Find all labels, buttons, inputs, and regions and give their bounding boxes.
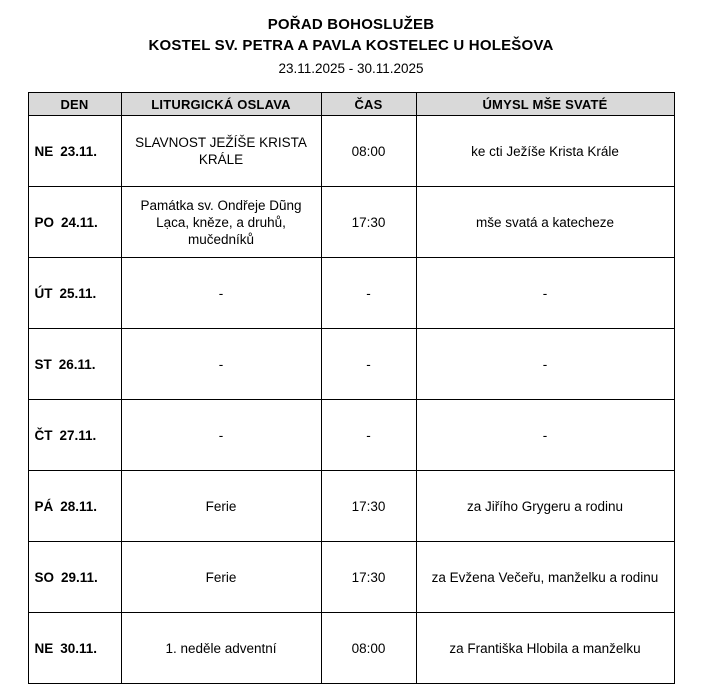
day-date: 24.11. — [61, 214, 98, 230]
column-header-cas: ČAS — [321, 93, 416, 116]
row-liturgy: 1. neděle adventní — [121, 613, 321, 684]
row-intention: - — [416, 400, 674, 471]
row-time: 17:30 — [321, 187, 416, 258]
row-intention: za Františka Hlobila a manželku — [416, 613, 674, 684]
row-intention: za Evžena Večeřu, manželku a rodinu — [416, 542, 674, 613]
row-time: - — [321, 258, 416, 329]
day-name: ČT — [34, 427, 53, 443]
row-day — [28, 542, 121, 613]
title-line-1: POŘAD BOHOSLUŽEB — [267, 16, 435, 33]
row-day — [28, 187, 121, 258]
row-day — [28, 613, 121, 684]
row-intention: - — [416, 329, 674, 400]
row-day — [28, 329, 121, 400]
day-name: ST — [34, 356, 52, 372]
mass-schedule-table — [28, 92, 675, 684]
table-row — [28, 116, 674, 187]
day-date: 27.11. — [59, 427, 97, 443]
row-day — [28, 258, 121, 329]
day-name: PO — [34, 214, 55, 230]
row-liturgy: SLAVNOST JEŽÍŠE KRISTA KRÁLE — [121, 116, 321, 187]
row-intention: za Jiřího Grygeru a rodinu — [416, 471, 674, 542]
day-name: NE — [34, 640, 54, 656]
row-time: - — [321, 329, 416, 400]
row-time: 17:30 — [321, 542, 416, 613]
document-header — [0, 0, 702, 79]
column-header-den: DEN — [28, 93, 121, 116]
day-date: 25.11. — [59, 285, 97, 301]
row-time: 08:00 — [321, 613, 416, 684]
table-row — [28, 329, 674, 400]
row-liturgy: Památka sv. Ondřeje Dũng Lạca, kněze, a druhů, mučedníků — [121, 187, 321, 258]
table-row — [28, 471, 674, 542]
table-row — [28, 613, 674, 684]
date-range: 23.11.2025 - 30.11.2025 — [278, 61, 424, 76]
row-time: - — [321, 400, 416, 471]
table-header-row — [28, 93, 674, 116]
row-liturgy: - — [121, 329, 321, 400]
row-liturgy: - — [121, 400, 321, 471]
day-name: PÁ — [34, 498, 54, 514]
row-day — [28, 471, 121, 542]
row-liturgy: Ferie — [121, 471, 321, 542]
row-intention: ke cti Ježíše Krista Krále — [416, 116, 674, 187]
day-date: 26.11. — [58, 356, 96, 372]
title-line-2: KOSTEL SV. PETRA A PAVLA KOSTELEC U HOLEŠOVA — [148, 37, 554, 54]
day-date: 28.11. — [60, 498, 98, 514]
table-row — [28, 187, 674, 258]
table-row — [28, 400, 674, 471]
row-day — [28, 116, 121, 187]
column-header-liturgicka-oslava: LITURGICKÁ OSLAVA — [121, 93, 321, 116]
day-name: ÚT — [34, 285, 53, 301]
row-time: 17:30 — [321, 471, 416, 542]
table-row — [28, 258, 674, 329]
row-intention: - — [416, 258, 674, 329]
row-day — [28, 400, 121, 471]
table-header — [28, 93, 674, 116]
row-liturgy: Ferie — [121, 542, 321, 613]
table-row — [28, 542, 674, 613]
row-time: 08:00 — [321, 116, 416, 187]
day-date: 30.11. — [60, 640, 98, 656]
row-intention: mše svatá a katecheze — [416, 187, 674, 258]
column-header-umysl-mse-svate: ÚMYSL MŠE SVATÉ — [416, 93, 674, 116]
row-liturgy: - — [121, 258, 321, 329]
day-date: 29.11. — [61, 569, 98, 585]
day-date: 23.11. — [60, 143, 98, 159]
day-name: NE — [34, 143, 54, 159]
day-name: SO — [34, 569, 55, 585]
table-body — [28, 116, 674, 684]
